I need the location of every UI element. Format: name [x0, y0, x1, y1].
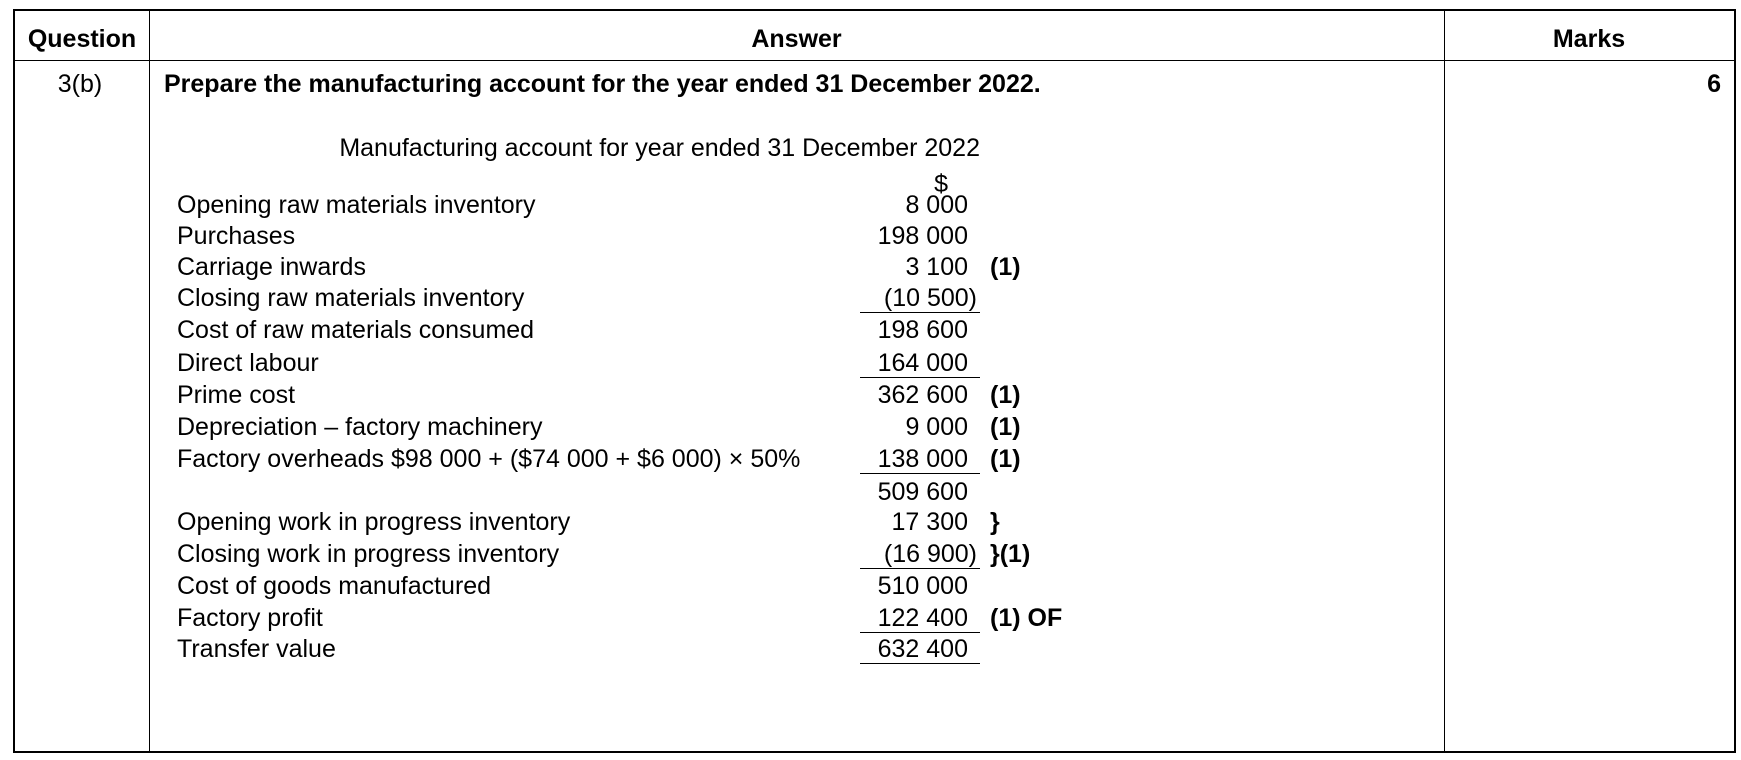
row-label: Transfer value: [177, 635, 336, 663]
row-mark: (1): [990, 253, 1021, 281]
account-row: [0, 604, 1200, 638]
account-row: [0, 349, 1200, 383]
question-prompt: Prepare the manufacturing account for the year ended 31 December 2022.: [164, 70, 1041, 98]
row-amount: 510 000: [877, 572, 968, 600]
row-label: Direct labour: [177, 349, 319, 377]
account-row: [0, 191, 1200, 225]
row-label: Prime cost: [177, 381, 296, 409]
row-amount: (10 500): [883, 284, 977, 312]
currency-symbol: $: [934, 170, 948, 198]
row-mark: (1): [990, 445, 1021, 473]
question-number: 3(b): [57, 70, 103, 98]
row-mark: }(1): [990, 540, 1031, 568]
account-row: [0, 572, 1200, 606]
subtotal-rule: [860, 377, 980, 378]
account-row: [0, 413, 1200, 447]
row-label: Closing work in progress inventory: [177, 540, 560, 568]
account-row: [0, 253, 1200, 287]
column-divider-marks: [1444, 11, 1445, 751]
row-mark: (1): [990, 413, 1021, 441]
row-amount: 9 000: [905, 413, 968, 441]
account-row: [0, 508, 1200, 542]
row-mark: (1) OF: [990, 604, 1063, 632]
row-amount: 17 300: [891, 508, 968, 536]
row-label: Purchases: [177, 222, 296, 250]
row-label: Depreciation – factory machinery: [177, 413, 543, 441]
row-label: Carriage inwards: [177, 253, 366, 281]
header-answer: Answer: [751, 25, 842, 53]
account-row: [0, 316, 1200, 350]
row-amount: 8 000: [905, 191, 968, 219]
row-amount: 138 000: [877, 445, 968, 473]
subtotal-rule: [860, 473, 980, 474]
row-label: Closing raw materials inventory: [177, 284, 525, 312]
account-row: [0, 222, 1200, 256]
row-label: Factory overheads $98 000 + ($74 000 + $6 000) × 50%: [177, 445, 801, 473]
header-marks: Marks: [1552, 25, 1626, 53]
row-label: Cost of goods manufactured: [177, 572, 492, 600]
account-row: [0, 540, 1200, 574]
question-marks: 6: [1707, 70, 1721, 98]
row-amount: (16 900): [883, 540, 977, 568]
row-mark: (1): [990, 381, 1021, 409]
row-label: Factory profit: [177, 604, 323, 632]
row-amount: 198 000: [877, 222, 968, 250]
header-question: Question: [27, 25, 137, 53]
subtotal-rule: [860, 568, 980, 569]
row-amount: 632 400: [877, 635, 968, 663]
row-amount: 362 600: [877, 381, 968, 409]
row-amount: 509 600: [877, 478, 968, 506]
account-row: [0, 445, 1200, 479]
row-label: Opening raw materials inventory: [177, 191, 536, 219]
account-row: [0, 635, 1200, 669]
account-row: [0, 284, 1200, 318]
row-label: Cost of raw materials consumed: [177, 316, 535, 344]
account-row: [0, 381, 1200, 415]
row-amount: 198 600: [877, 316, 968, 344]
row-amount: 122 400: [877, 604, 968, 632]
subtotal-rule: [860, 632, 980, 633]
row-mark: }: [990, 508, 1000, 536]
account-row: [0, 478, 1200, 512]
subtotal-rule: [860, 312, 980, 313]
account-title: Manufacturing account for year ended 31 December 2022: [339, 134, 980, 162]
row-amount: 3 100: [905, 253, 968, 281]
row-label: Opening work in progress inventory: [177, 508, 571, 536]
row-amount: 164 000: [877, 349, 968, 377]
total-rule: [860, 663, 980, 664]
